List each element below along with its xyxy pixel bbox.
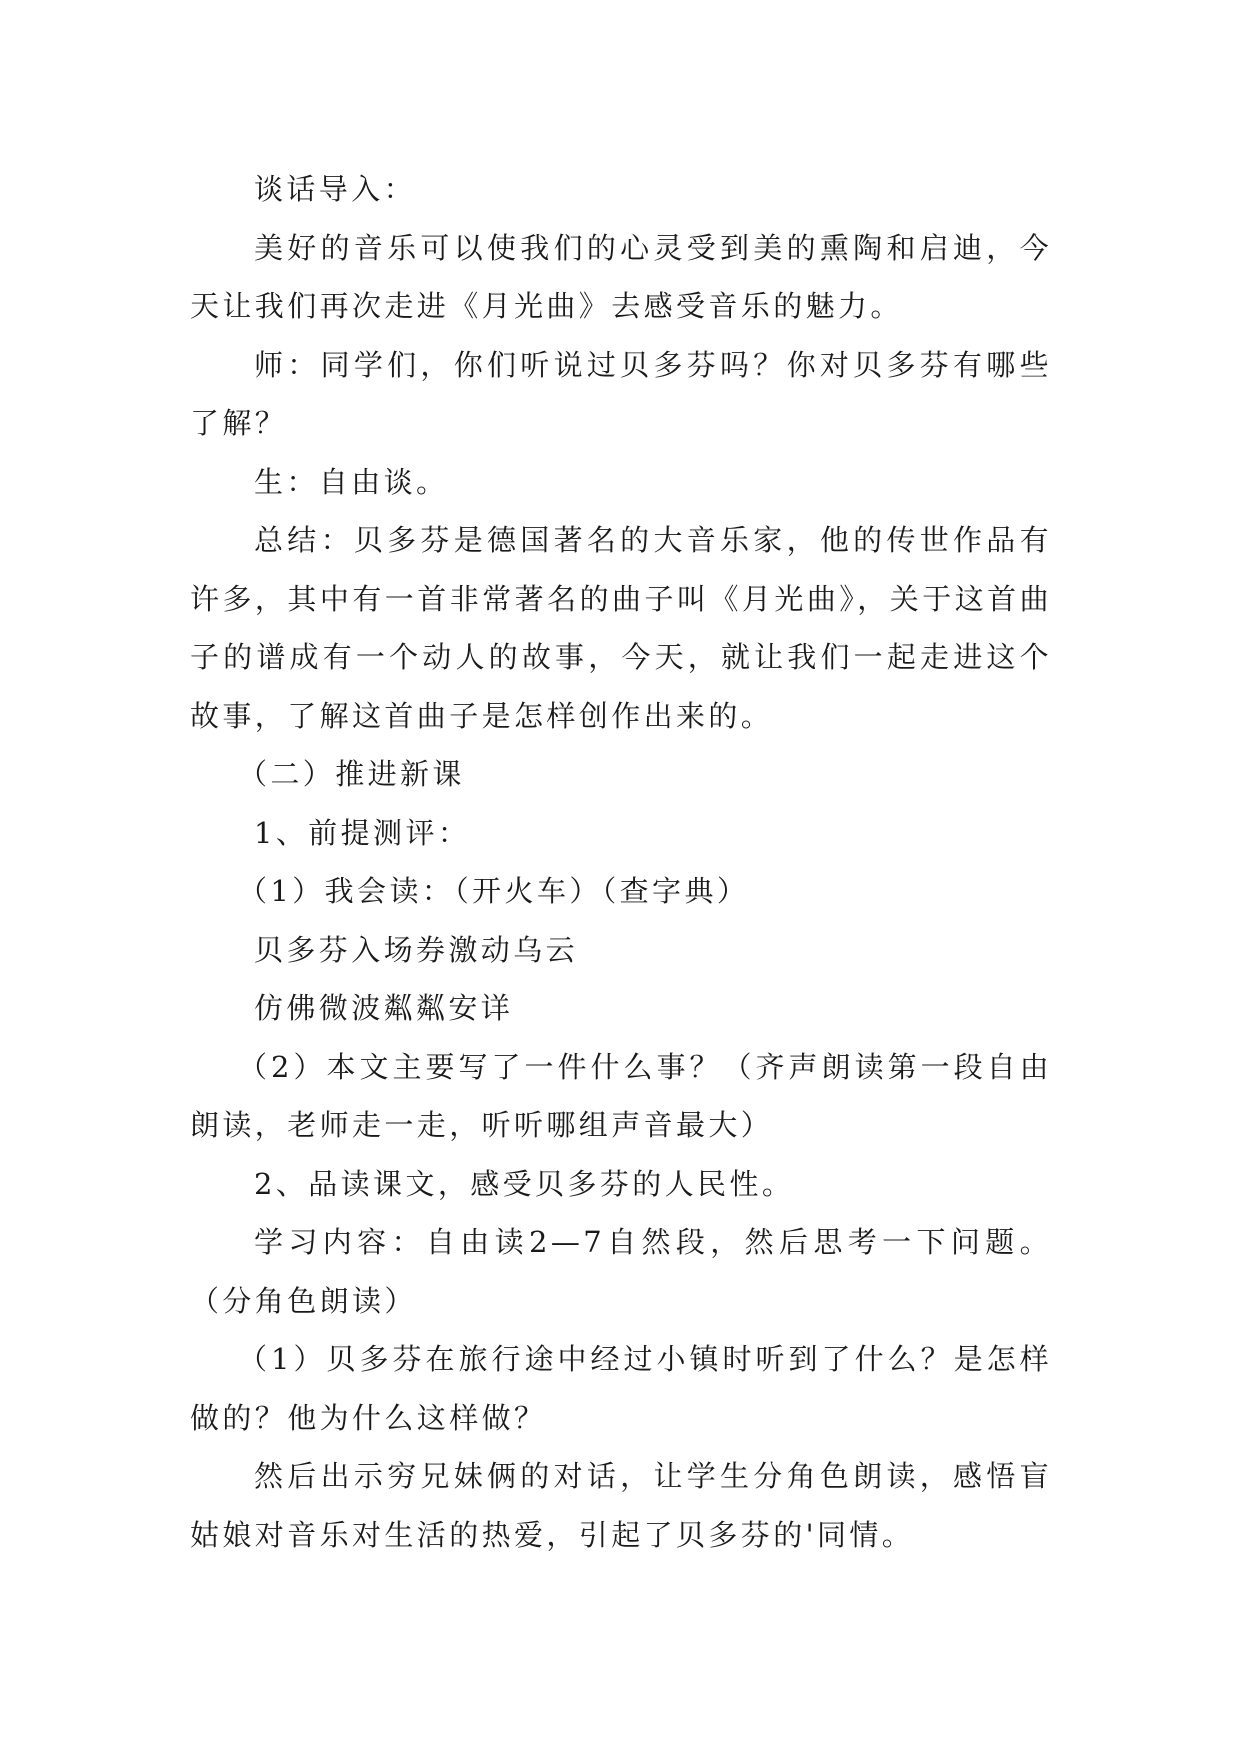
paragraph-vocabulary-line-2: 仿佛微波粼粼安详 — [254, 991, 514, 1025]
paragraph-main-event-question: （2）本文主要写了一件什么事？（齐声朗读第一段自由朗读，老师走一走，听听哪组声音最大） — [190, 1049, 1052, 1142]
section-heading-new-lesson: （二）推进新课 — [238, 757, 465, 791]
paragraph-intro-heading: 谈话导入： — [254, 172, 417, 206]
document-body — [190, 160, 1052, 1564]
paragraph-town-question: （1）贝多芬在旅行途中经过小镇时听到了什么？是怎样做的？他为什么这样做？ — [190, 1342, 1052, 1435]
paragraph-dialogue-reading: 然后出示穷兄妹俩的对话，让学生分角色朗读，感悟盲姑娘对音乐对生活的热爱，引起了贝多芬的'同情。 — [190, 1459, 1052, 1552]
paragraph-teacher-question: 师：同学们，你们听说过贝多芬吗？你对贝多芬有哪些了解？ — [190, 347, 1052, 440]
paragraph-student-talk: 生：自由谈。 — [254, 464, 449, 499]
paragraph-learning-content: 学习内容：自由读2—7自然段，然后思考一下问题。（分角色朗读） — [190, 1225, 1052, 1318]
paragraph-reading-task: （1）我会读：（开火车）（查字典） — [238, 874, 750, 908]
paragraph-summary: 总结：贝多芬是德国著名的大音乐家，他的传世作品有许多，其中有一首非常著名的曲子叫《月光曲》，关于这首曲子的谱成有一个动人的故事，今天，就让我们一起走进这个故事，了解这首曲子是怎样创作出来的。 — [190, 523, 1052, 733]
paragraph-vocabulary-line-1: 贝多芬入场券激动乌云 — [254, 932, 579, 967]
paragraph-pre-assessment: 1、前提测评： — [254, 815, 471, 850]
paragraph-read-text: 2、品读课文，感受贝多芬的人民性。 — [254, 1166, 795, 1201]
paragraph-music-beauty: 美好的音乐可以使我们的心灵受到美的熏陶和启迪，今天让我们再次走进《月光曲》去感受音乐的魅力。 — [190, 230, 1052, 323]
